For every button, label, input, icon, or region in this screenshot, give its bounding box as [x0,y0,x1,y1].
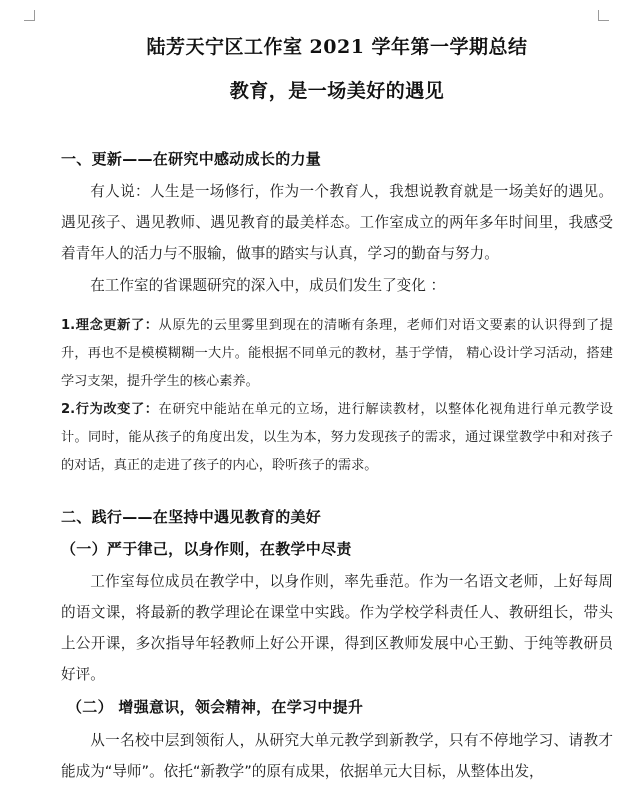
list-item [61,312,613,396]
subsection2-heading: （二） 增强意识，领会精神，在学习中提升 [67,698,364,716]
subsection1-paragraph: 工作室每位成员在教学中，以身作则，率先垂范。作为一名语文老师，上好每周的语文课，将最新的教学理论在课堂中实践。作为学校学科责任人、教研组长，带头上公开课，多次指导年轻教师上好公开课，得到区教师发展中心王勤、于纯等教研员好评。 [61,573,613,683]
document-title: 陆芳天宁区工作室 2021 学年第一学期总结 [146,36,528,58]
list-item [61,396,613,480]
subsection1-heading: （一）严于律己，以身作则，在教学中尽责 [61,540,352,558]
item-number: 2. [61,402,76,417]
section1-heading: 一、更新——在研究中感动成长的力量 [61,150,322,168]
document-subtitle: 教育，是一场美好的遇见 [229,80,445,102]
item-text: 从原先的云里雾里到现在的清晰有条理，老师们对语文要素的认识得到了提升，再也不是模模糊糊一大片。能根据不同单元的教材，基于学情， 精心设计学习活动，搭建学习支架，提升学生的核心素养。 [61,318,613,389]
section1-paragraph-2: 在工作室的省课题研究的深入中，成员们发生了变化 ： [90,277,446,294]
margin-mark-top-right [598,10,609,21]
subsection2-paragraph: 从一名校中层到领衔人，从研究大单元教学到新教学，只有不停地学习、请教才能成为“导师”。依托“新教学”的原有成果，依据单元大目标，从整体出发， [61,732,613,780]
section1-paragraph-1: 有人说：人生是一场修行，作为一个教育人，我想说教育就是一场美好的遇见。遇见孩子、遇见教师、遇见教育的最美样态。工作室成立的两年多年时间里，我感受着青年人的活力与不服输，做事的踏实与认真，学习的勤奋与努力。 [61,183,613,262]
item-label: 理念更新了： [75,318,159,333]
item-number: 1. [61,318,76,333]
item-label: 行为改变了： [75,402,159,417]
item-text: 在研究中能站在单元的立场，进行解读教材，以整体化视角进行单元教学设计。同时，能从孩子的角度出发，以生为本，努力发现孩子的需求，通过课堂教学中和对孩子的对话，真正的走进了孩子的内心，聆听孩子的需求。 [61,402,613,473]
section2-heading: 二、践行——在坚持中遇见教育的美好 [61,508,322,526]
margin-mark-top-left [24,10,35,21]
